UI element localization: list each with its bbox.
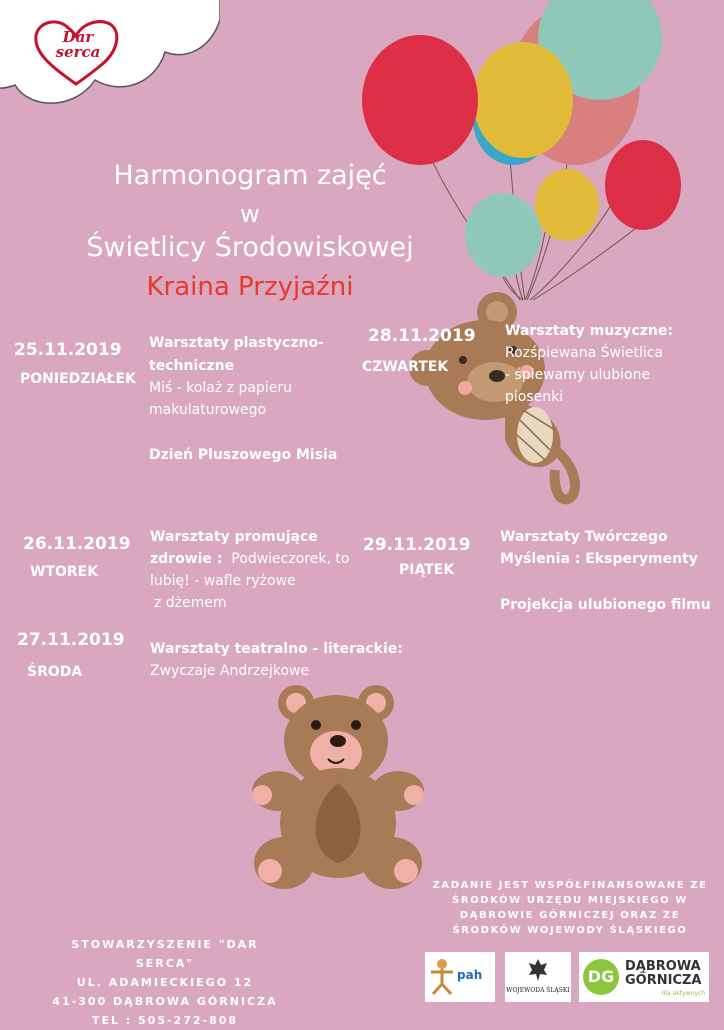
balloon-yellow-small <box>535 169 599 241</box>
logo-line1: Dar <box>62 28 94 46</box>
eagle-emblem-icon <box>528 957 548 983</box>
funding-note <box>420 878 720 938</box>
date-tuesday: 26.11.2019 <box>23 534 131 554</box>
dg-line2: GÓRNICZA <box>625 973 702 988</box>
date-friday: 29.11.2019 <box>363 535 471 555</box>
activity-wednesday-desc: Zwyczaje Andrzejkowe <box>150 663 310 679</box>
org-street: UL. ADAMIECKIEGO 12 <box>76 976 254 989</box>
day-tuesday: WTOREK <box>30 564 99 580</box>
activity-monday-extra: Dzień Pluszowego Misia <box>149 447 338 463</box>
activity-thursday-desc-c: piosenki <box>505 389 564 405</box>
day-monday: PONIEDZIAŁEK <box>20 371 136 387</box>
activity-tuesday-heading-b: zdrowie : <box>150 551 223 567</box>
activity-monday-desc-a: Miś - kolaż z papieru <box>149 380 292 396</box>
title-line3: Świetlicy Środowiskowej <box>86 232 414 263</box>
date-thursday: 28.11.2019 <box>368 326 476 346</box>
title-kraina-przyjazni: Kraina Przyjaźni <box>146 272 354 302</box>
day-wednesday: ŚRODA <box>27 664 83 680</box>
activity-thursday-heading: Warsztaty muzyczne: <box>505 323 673 339</box>
organization-address <box>40 935 290 1030</box>
activity-tuesday-desc-a: Podwieczorek, to <box>231 551 350 567</box>
funding-line3: DĄBROWIE GÓRNICZEJ ORAZ ZE <box>459 910 681 921</box>
activity-thursday-desc-b: - śpiewamy ulubione <box>505 367 651 383</box>
activity-monday-heading-a: Warsztaty plastyczno- <box>149 335 324 351</box>
activity-tuesday-desc-b: lubię! - wafle ryżowe <box>150 573 296 589</box>
wojewoda-text: WOJEWODA ŚLĄSKI <box>506 987 570 994</box>
dg-mark-icon: DG <box>583 959 619 995</box>
pah-figure-icon <box>429 958 455 996</box>
activity-tuesday-line2 <box>150 548 349 570</box>
activity-tuesday-desc-c: z dżemem <box>154 595 227 611</box>
pah-text: pah <box>457 968 483 982</box>
date-wednesday: 27.11.2019 <box>17 630 125 650</box>
dg-tagline: dla aktywnych <box>661 990 705 997</box>
balloon-mint-small <box>465 193 541 277</box>
pah-logo <box>425 952 495 1002</box>
balloon-red <box>362 35 478 165</box>
balloon-red-small <box>605 140 681 230</box>
wojewoda-logo <box>505 952 571 1002</box>
date-monday: 25.11.2019 <box>14 340 122 360</box>
dabrowa-gornicza-logo <box>579 952 709 1002</box>
dg-name <box>625 960 701 988</box>
activity-wednesday-heading: Warsztaty teatralno - literackie: <box>150 641 403 657</box>
activity-monday-desc-b: makulaturowego <box>149 402 267 418</box>
balloon-yellow <box>473 42 573 158</box>
title-line1: Harmonogram zajęć <box>113 160 387 191</box>
org-name: STOWARZYSZENIE "DAR SERCA" <box>71 938 259 970</box>
funding-line4: ŚRODKÓW WOJEWODY ŚLĄSKIEGO <box>452 925 688 936</box>
activity-friday-heading-b: Myślenia : Eksperymenty <box>500 551 698 567</box>
day-thursday: CZWARTEK <box>362 359 449 375</box>
logo-text <box>48 30 108 60</box>
activity-tuesday-heading-a: Warsztaty promujące <box>150 529 318 545</box>
logo-line2: serca <box>55 43 101 61</box>
funding-line1: ZADANIE JEST WSPÓŁFINANSOWANE ZE <box>432 880 708 891</box>
day-friday: PIĄTEK <box>399 562 455 578</box>
title-line2: w <box>240 200 260 228</box>
activity-thursday-desc-a: Rozśpiewana Świetlica <box>505 345 664 361</box>
dg-line1: DĄBROWA <box>625 959 701 974</box>
org-city: 41-300 DĄBROWA GÓRNICZA <box>52 995 278 1008</box>
activity-friday-extra: Projekcja ulubionego filmu <box>500 597 711 613</box>
org-phone: TEL : 505-272-808 <box>91 1014 239 1027</box>
activity-monday-heading-b: techniczne <box>149 358 235 374</box>
activity-friday-heading-a: Warsztaty Twórczego <box>500 529 668 545</box>
funding-line2: ŚRODKÓW URZĘDU MIEJSKIEGO W <box>452 895 688 906</box>
teddy-bear-illustration <box>248 683 428 898</box>
